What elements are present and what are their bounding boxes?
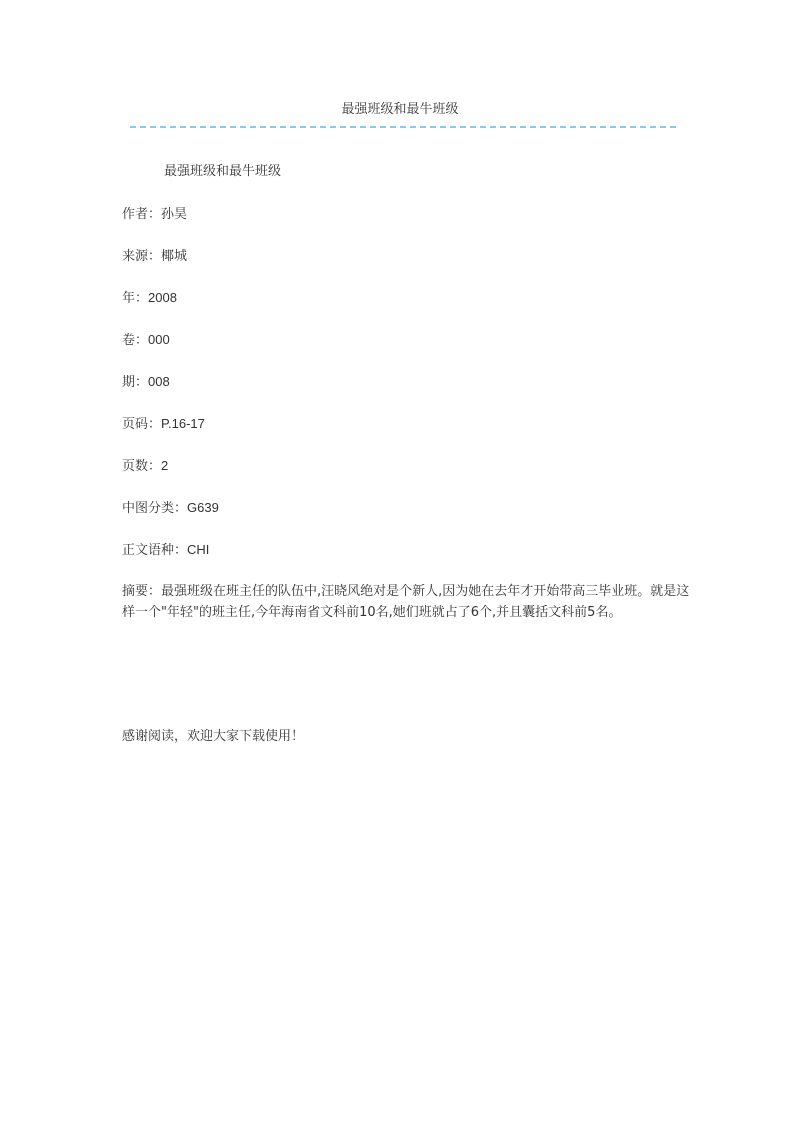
author-label: 作者： [122, 207, 162, 222]
language-label: 正文语种： [122, 543, 188, 558]
volume-value: 000 [148, 332, 170, 347]
language-value: CHI [187, 542, 210, 557]
header-divider [130, 126, 676, 128]
page-count-label: 页数： [122, 459, 162, 474]
year-value: 2008 [148, 290, 177, 305]
page-count-line [122, 455, 168, 474]
classification-value: G639 [187, 500, 219, 515]
abstract-paragraph: 摘要：最强班级在班主任的队伍中,汪晓风绝对是个新人,因为她在去年才开始带高三毕业班。就是这样一个"年轻"的班主任,今年海南省文科前10名,她们班就占了6个,并且囊括文科前5名。 [122, 584, 690, 620]
closing-note: 感谢阅读，欢迎大家下载使用！ [122, 729, 305, 744]
page-count-value: 2 [161, 458, 169, 473]
document-title: 最强班级和最牛班级 [164, 164, 282, 179]
pages-value: P.16-17 [161, 416, 205, 431]
issue-label: 期： [122, 375, 149, 390]
pages-line [122, 413, 205, 432]
volume-label: 卷： [122, 333, 149, 348]
year-line [122, 287, 177, 306]
pages-label: 页码： [122, 417, 162, 432]
source-label: 来源： [122, 249, 162, 264]
volume-line [122, 329, 170, 348]
header-title: 最强班级和最牛班级 [341, 102, 459, 117]
classification-label: 中图分类： [122, 501, 188, 516]
author-value: 孙昊 [161, 206, 188, 221]
issue-line [122, 371, 170, 390]
year-label: 年： [122, 291, 149, 306]
classification-line [122, 497, 219, 516]
issue-value: 008 [148, 374, 170, 389]
author-line [122, 203, 187, 222]
source-value: 椰城 [161, 248, 188, 263]
language-line [122, 539, 209, 558]
source-line [122, 245, 187, 264]
